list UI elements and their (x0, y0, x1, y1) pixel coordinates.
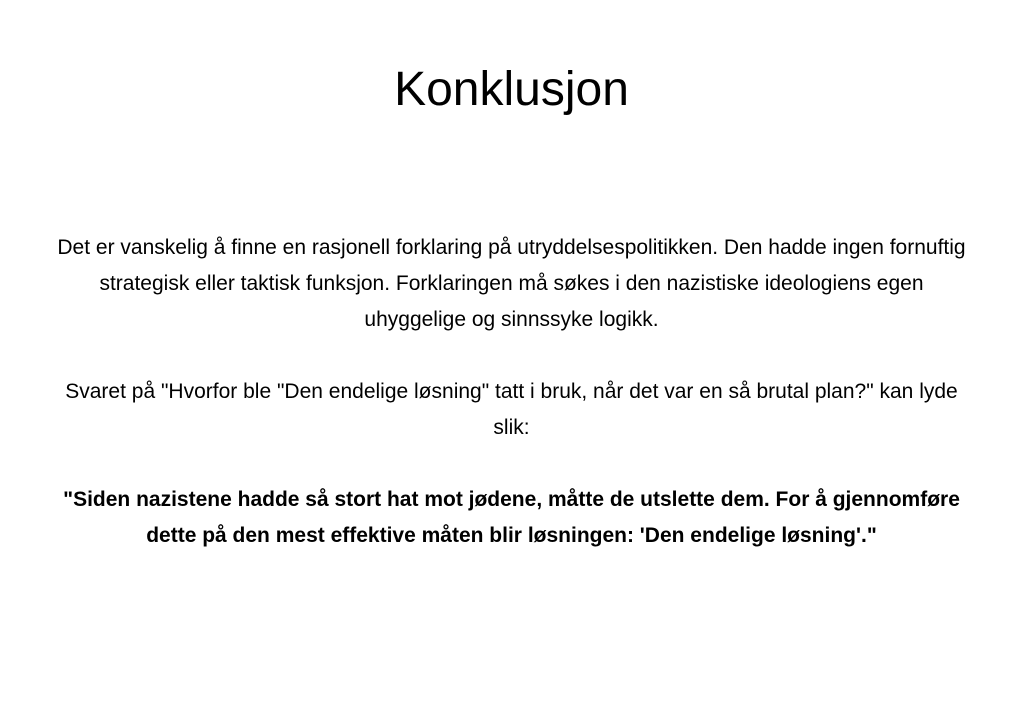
slide-body (52, 230, 971, 590)
paragraph-answer: "Siden nazistene hadde så stort hat mot jødene, måtte de utslette dem. For å gjennomføre dette på den mest effektive måten blir løsningen: 'Den endelige løsning'." (63, 488, 960, 547)
slide-title: Konklusjon (394, 63, 629, 116)
paragraph-explanation: Det er vanskelig å finne en rasjonell forklaring på utryddelsespolitikken. Den hadde ingen fornuftig strategisk eller taktisk funksjon. Forklaringen må søkes i den nazistiske ideologiens egen uhyggelige og sinnssyke logikk. (57, 236, 966, 331)
paragraph-question: Svaret på "Hvorfor ble "Den endelige løsning" tatt i bruk, når det var en så brutal plan?" kan lyde slik: (65, 380, 958, 439)
